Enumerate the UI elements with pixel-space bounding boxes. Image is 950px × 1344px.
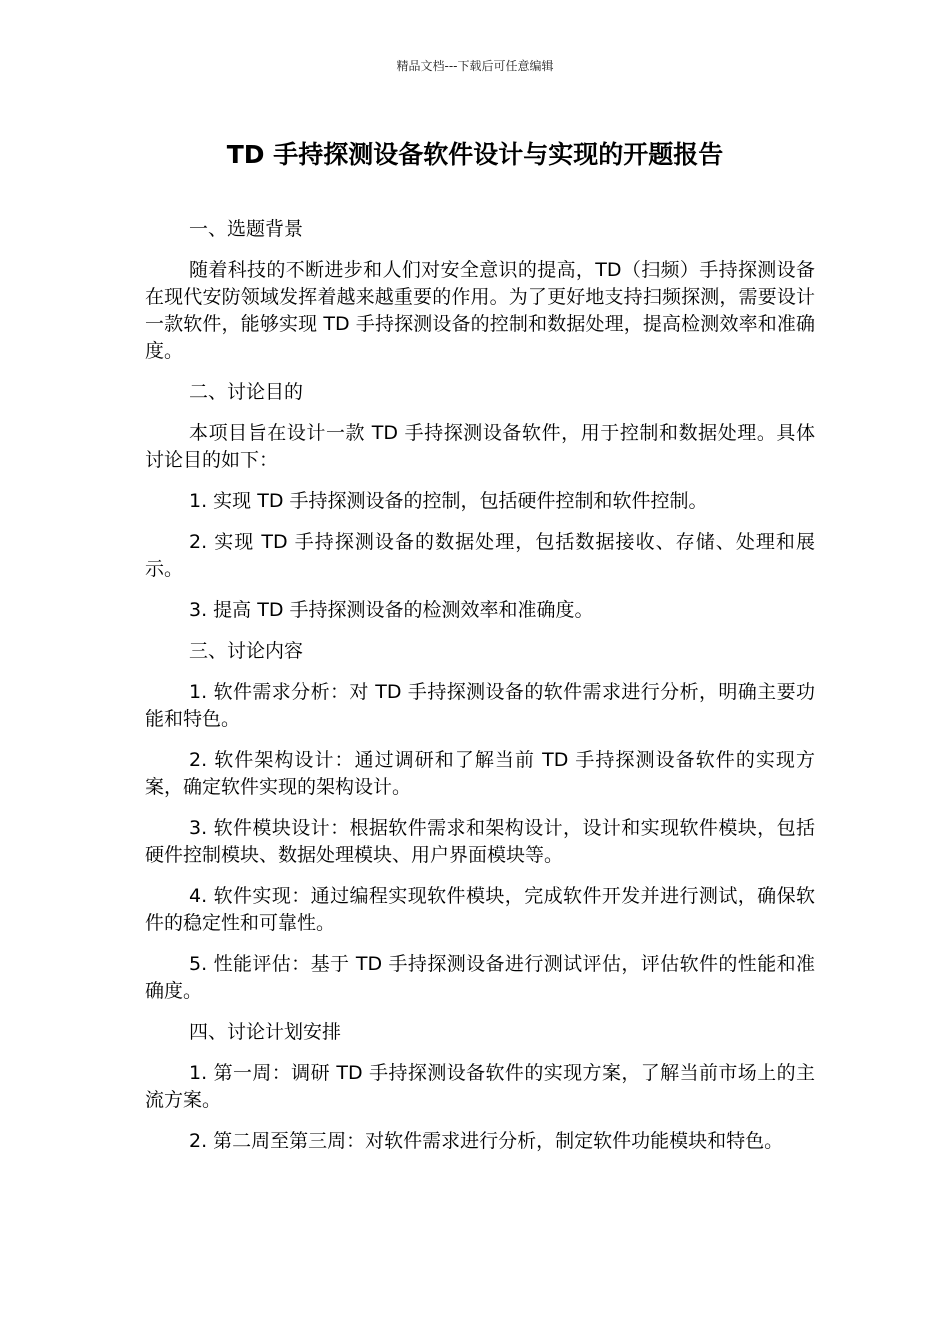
purpose-intro-paragraph: 本项目旨在设计一款 TD 手持探测设备软件，用于控制和数据处理。具体讨论目的如下： (145, 422, 815, 471)
purpose-item: 3. 提高 TD 手持探测设备的检测效率和准确度。 (189, 599, 594, 621)
content-item: 3. 软件模块设计：根据软件需求和架构设计，设计和实现软件模块，包括硬件控制模块、数据处理模块、用户界面模块等。 (145, 817, 815, 866)
content-item: 2. 软件架构设计：通过调研和了解当前 TD 手持探测设备软件的实现方案，确定软件实现的架构设计。 (145, 749, 815, 798)
background-paragraph: 随着科技的不断进步和人们对安全意识的提高，TD（扫频）手持探测设备在现代安防领域发挥着越来越重要的作用。为了更好地支持扫频探测，需要设计一款软件，能够实现 TD 手持探测设备的控制和数据处理，提高检测效率和准确度。 (145, 259, 815, 362)
purpose-item: 1. 实现 TD 手持探测设备的控制，包括硬件控制和软件控制。 (189, 490, 708, 512)
section-heading-plan: 四、讨论计划安排 (189, 1021, 342, 1043)
section-heading-purpose: 二、讨论目的 (189, 381, 304, 403)
document-title: TD 手持探测设备软件设计与实现的开题报告 (226, 140, 724, 169)
purpose-item: 2. 实现 TD 手持探测设备的数据处理，包括数据接收、存储、处理和展示。 (145, 531, 815, 580)
document-body (145, 216, 815, 1169)
section-heading-background: 一、选题背景 (189, 218, 304, 240)
section-heading-content: 三、讨论内容 (189, 640, 304, 662)
page-header: 精品文档---下载后可任意编辑 (396, 59, 554, 73)
content-item: 4. 软件实现：通过编程实现软件模块，完成软件开发并进行测试，确保软件的稳定性和可靠性。 (145, 885, 815, 934)
content-item: 1. 软件需求分析：对 TD 手持探测设备的软件需求进行分析，明确主要功能和特色。 (145, 681, 815, 730)
plan-item: 1. 第一周：调研 TD 手持探测设备软件的实现方案，了解当前市场上的主流方案。 (145, 1062, 815, 1111)
content-item: 5. 性能评估：基于 TD 手持探测设备进行测试评估，评估软件的性能和准确度。 (145, 953, 815, 1002)
plan-item: 2. 第二周至第三周：对软件需求进行分析，制定软件功能模块和特色。 (189, 1130, 784, 1152)
